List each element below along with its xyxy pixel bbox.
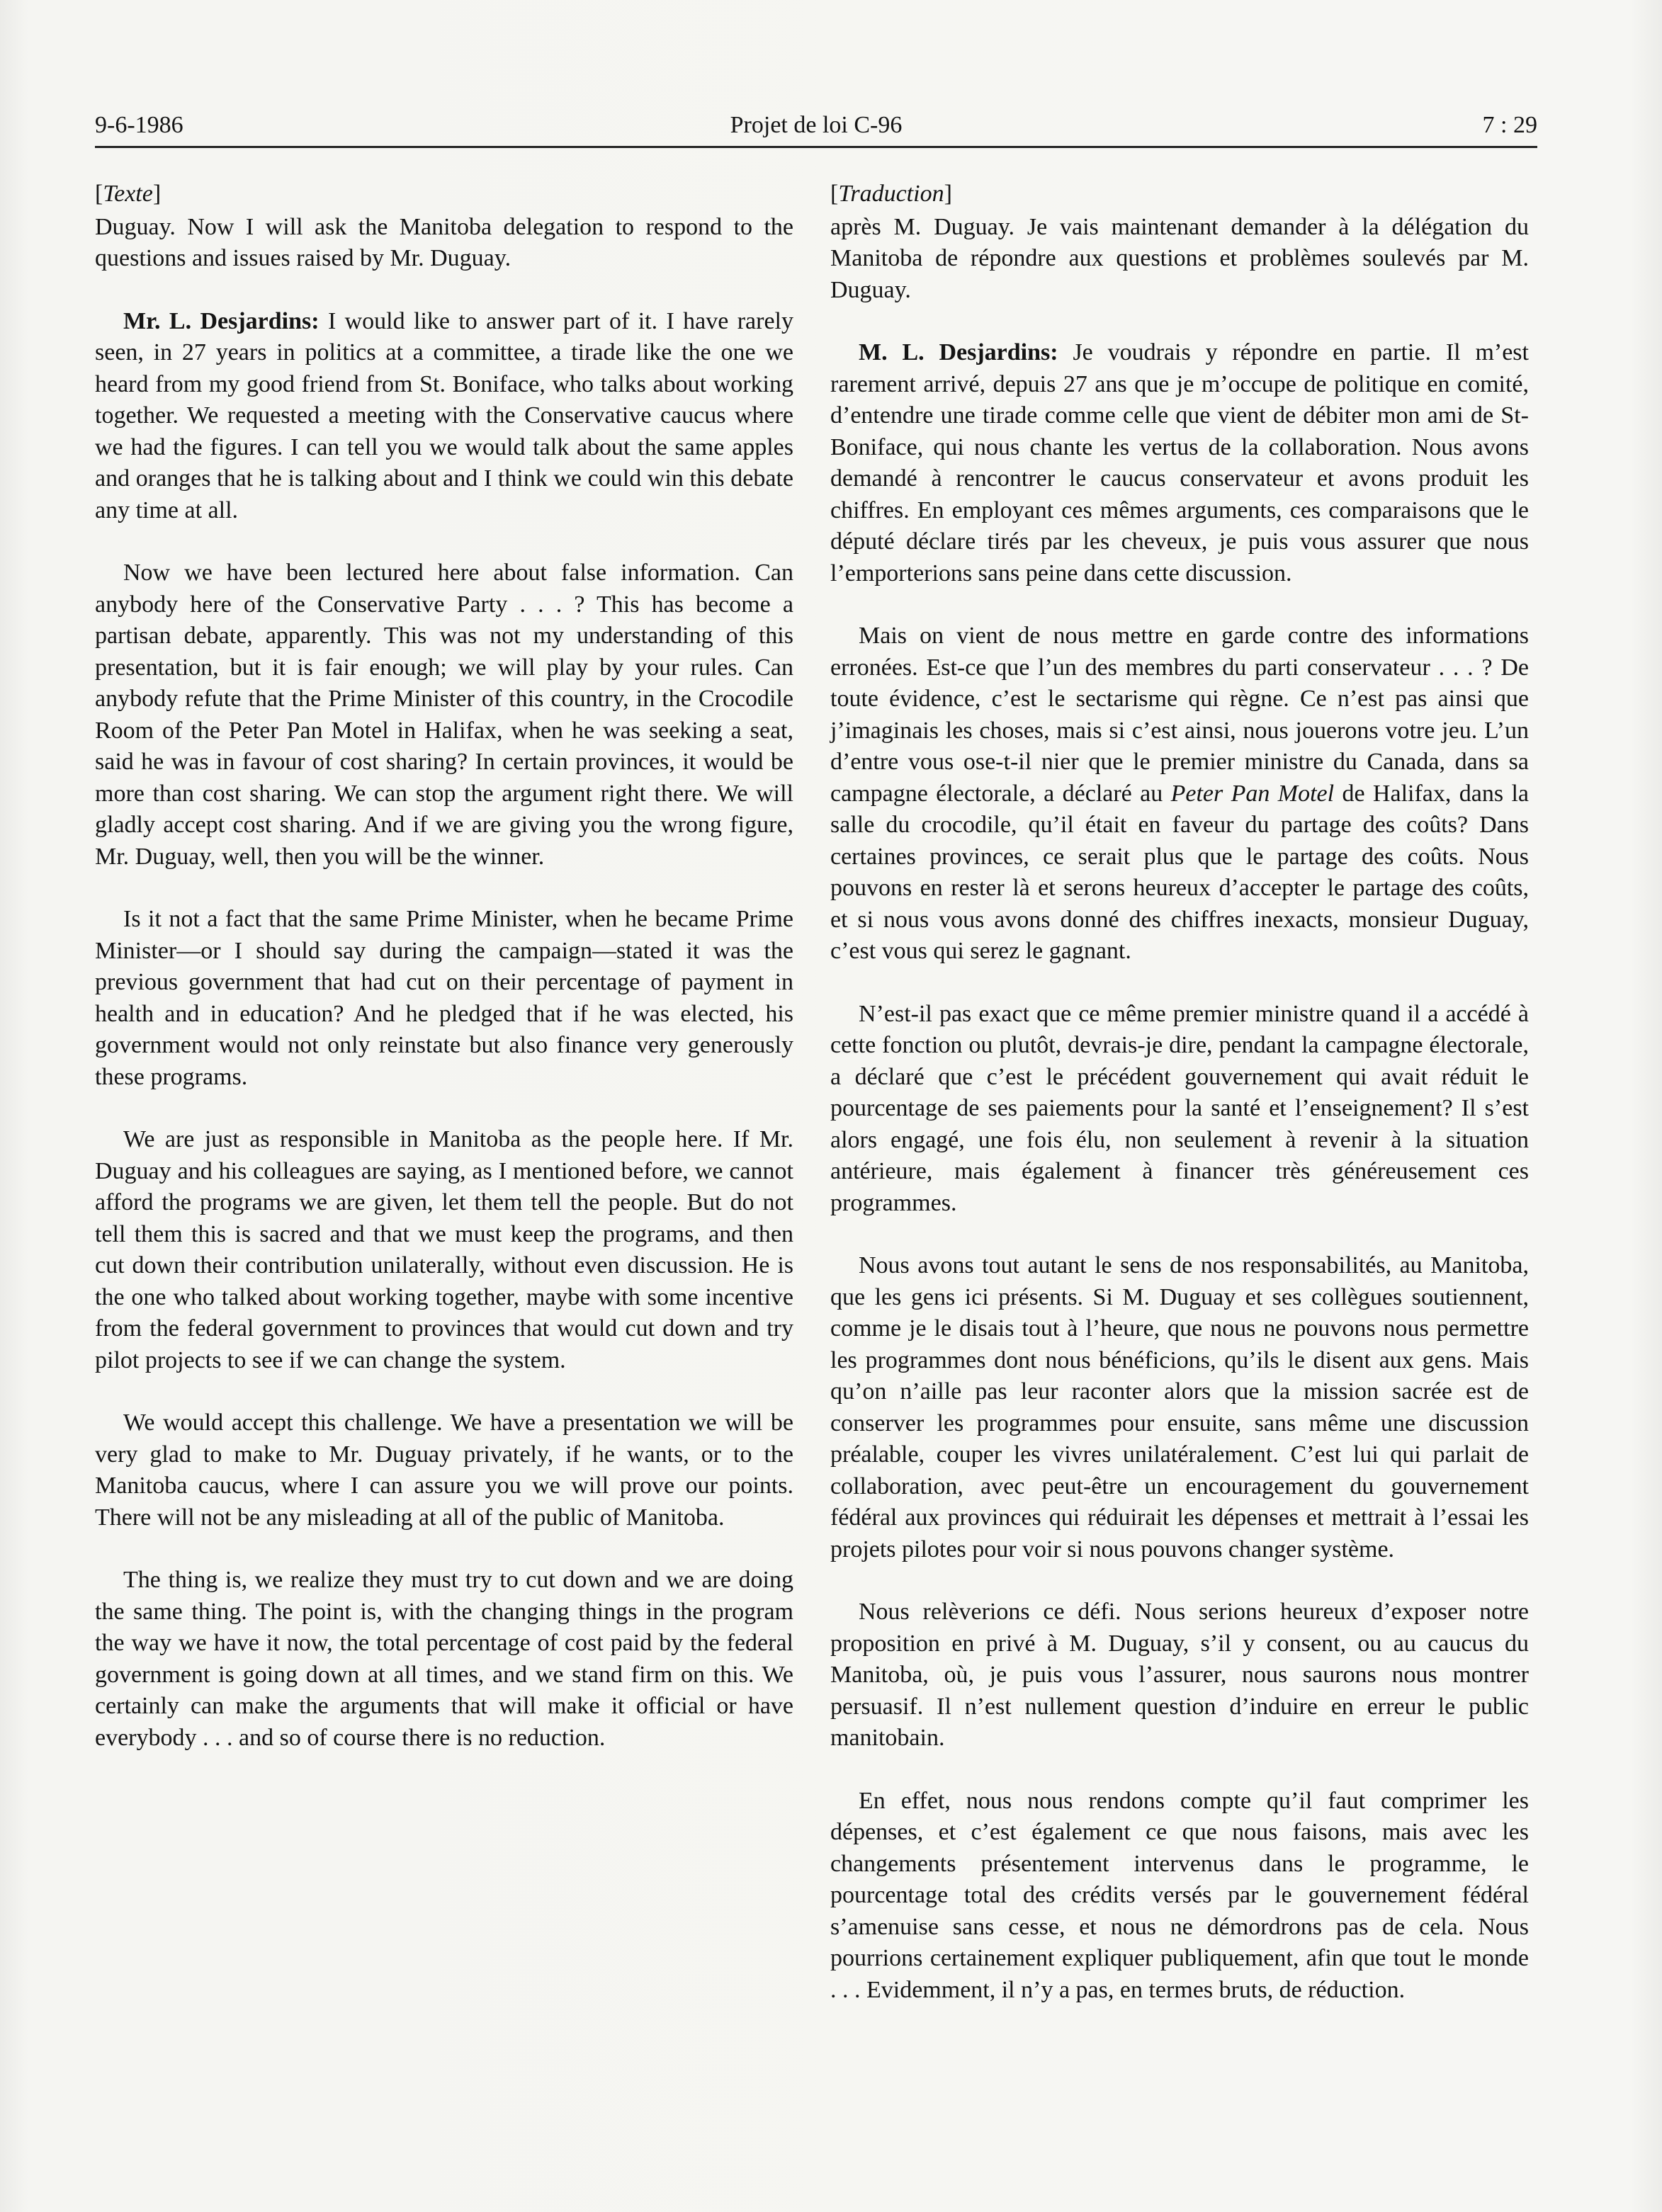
french-column — [830, 178, 1529, 2037]
header-page-number: 7 : 29 — [1482, 112, 1537, 138]
header-title: Projet de loi C-96 — [730, 112, 903, 138]
paragraph: Now we have been lectured here about false information. Can anybody here of the Conservative Party . . . ? This has become a partisan debate, apparently. This was not my understanding of this presentation, but it is fair enough; we will play by your rules. Can anybody refute that the Prime Minister of this country, in the Crocodile Room of the Peter Pan Motel in Halifax, when he was seeking a seat, said he was in favour of cost sharing? In certain provinces, it would be more than cost sharing. We can stop the argument right there. We will gladly accept cost sharing. And if we are giving you the wrong figure, Mr. Duguay, well, then you will be the winner. — [95, 560, 793, 870]
running-header — [95, 108, 1537, 148]
speaker-name: M. L. Desjardins: — [859, 339, 1058, 365]
paragraph: après M. Duguay. Je vais maintenant demander à la délégation du Manitoba de répondre aux questions et problèmes soulevés par M. Duguay. — [830, 213, 1529, 303]
paragraph: Duguay. Now I will ask the Manitoba delegation to respond to the questions and issues raised by Mr. Duguay. — [95, 213, 793, 271]
english-column — [95, 178, 793, 1785]
paragraph: Is it not a fact that the same Prime Minister, when he became Prime Minister—or I should say during the campaign—stated it was the previous government that had cut on their percentage of payment in health and in education? And he pledged that if he was elected, his government would not only reinstate but also finance very generously these programs. — [95, 906, 793, 1090]
paragraph: We would accept this challenge. We have a presentation we will be very glad to make to Mr. Duguay privately, if he wants, or to the Manitoba caucus, where I can assure you we will prove our points. There will not be any misleading at all of the public of Manitoba. — [95, 1410, 793, 1531]
paragraph: We are just as responsible in Manitoba as the people here. If Mr. Duguay and his colleagues are saying, as I mentioned before, we cannot afford the programs we are given, let them tell the people. But do not tell them this is sacred and that we must keep the programs, and then cut down their contribution unilaterally, without even discussion. He is the one who talked about working together, maybe with some incentive from the federal government to provinces that would cut down and try pilot projects to see if we can change the system. — [95, 1126, 793, 1373]
paragraph: Mais on vient de nous mettre en garde contre des informations erronées. Est-ce que l’un des membres du parti conservateur . . . ? De toute évidence, c’est le sectarisme qui règne. Ce n’est pas ainsi que j’imaginais les choses, mais si c’est ainsi, nous jouerons votre jeu. L’un d’entre vous ose-t-il nier que le premier ministre du Canada, dans sa campagne électorale, a déclaré au Peter Pan Motel de Halifax, dans la salle du crocodile, qu’il était en faveur du partage des coûts? Dans certaines provinces, ce serait plus que le partage des coûts. Nous pouvons en rester là et serons heureux d’accepter le partage des coûts, et si nous vous avons donné des chiffres inexacts, monsieur Duguay, c’est vous qui serez le gagnant. — [830, 623, 1529, 964]
paragraph: N’est-il pas exact que ce même premier ministre quand il a accédé à cette fonction ou plutôt, devrais-je dire, pendant la campagne électorale, a déclaré que c’est le précédent gouvernement qui avait réduit le pourcentage de ses paiements pour la santé et l’enseignement? Il s’est alors engagé, une fois élu, non seulement à revenir à la situation antérieure, mais également à financer très généreusement ces programmes. — [830, 1000, 1529, 1216]
paragraph: The thing is, we realize they must try to cut down and we are doing the same thing. The point is, with the changing things in the program the way we have it now, the total percentage of cost paid by the federal government is going down at all times, and we stand firm on this. We certainly can make the arguments that will make it official or have everybody . . . and so of course there is no reduction. — [95, 1567, 793, 1751]
paragraph: En effet, nous nous rendons compte qu’il faut comprimer les dépenses, et c’est également ce que nous faisons, mais avec les changements présentement intervenus dans le programme, le pourcentage total des crédits versés par le gouvernement fédéral s’amenuise sans cesse, et nous ne démordrons pas de cela. Nous pourrions certainement expliquer publiquement, afin que tout le monde . . . Evidemment, il n’y a pas, en termes bruts, de réduction. — [830, 1787, 1529, 2003]
italic-name: Peter Pan Motel — [1170, 780, 1335, 807]
speaker-name: Mr. L. Desjardins: — [123, 307, 320, 334]
header-date: 9-6-1986 — [95, 112, 183, 138]
paragraph: M. L. Desjardins: Je voudrais y répondre en partie. Il m’est rarement arrivé, depuis 27 ans que je m’occupe de politique en comité, d’entendre une tirade comme celle que vient de débiter mon ami de St-Boniface, qui nous chante les vertus de la collaboration. Nous avons demandé à rencontrer le caucus conservateur et avons produit les chiffres. En employant ces mêmes arguments, ces comparaisons que le député déclare tirés par les cheveux, je puis vous assurer que nous l’emporterions sans peine dans cette discussion. — [830, 339, 1529, 586]
paragraph: Nous relèverions ce défi. Nous serions heureux d’exposer notre proposition en privé à M. Duguay, s’il y consent, ou au caucus du Manitoba, où, je puis vous l’assurer, nous saurons nous montrer persuasif. Il n’est nullement question d’induire en erreur le public manitobain. — [830, 1599, 1529, 1751]
paragraph: Mr. L. Desjardins: I would like to answer part of it. I have rarely seen, in 27 years in politics at a committee, a tirade like the one we heard from my good friend from St. Boniface, who talks about working together. We requested a meeting with the Conservative caucus where we had the figures. I can tell you we would talk about the same apples and oranges that he is talking about and I think we could win this debate any time at all. — [95, 307, 793, 523]
paragraph: Nous avons tout autant le sens de nos responsabilités, au Manitoba, que les gens ici présents. Si M. Duguay et ses collègues soutiennent, comme je le disais tout à l’heure, que nous ne pouvons nous permettre les programmes dont nous bénéficions, qu’ils le disent aux gens. Mais qu’on n’aille pas leur raconter alors que la mission sacrée est de conserver les programmes pour ensuite, sans même une discussion préalable, couper les vivres unilatéralement. C’est lui qui parlait de collaboration, avec peut-être un encouragement du gouvernement fédéral aux provinces qui réduirait les dépenses et mettrait à l’essai les projets pilotes pour voir si nous pouvons changer système. — [830, 1252, 1529, 1562]
column-label-texte: [Texte] — [95, 181, 162, 207]
column-label-traduction: [Traduction] — [830, 181, 952, 207]
